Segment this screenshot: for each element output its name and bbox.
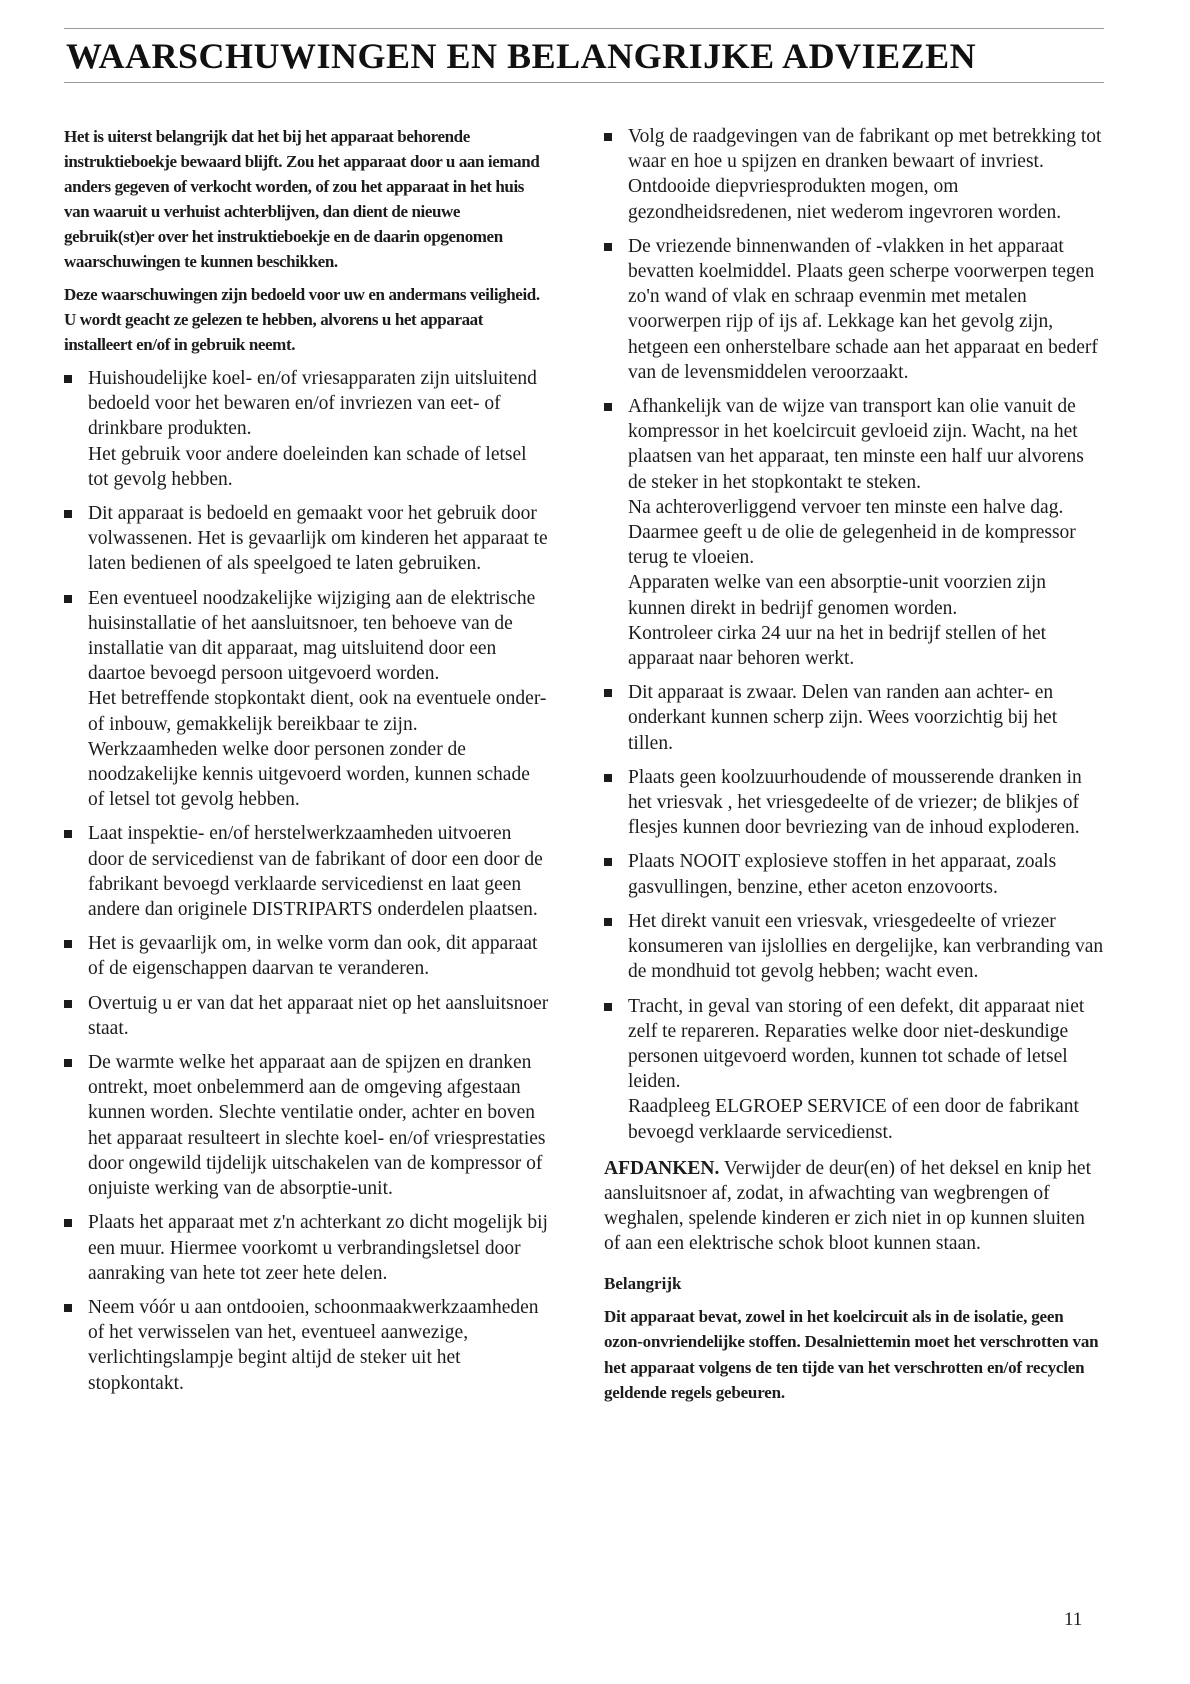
warning-text: Tracht, in geval van storing of een defekt, dit apparaat niet zelf te repareren. Reparaties welke door niet-deskundige personen uitgevoerd worden, kunnen tot schade of letsel leiden. xyxy=(628,995,1085,1093)
warning-text: Plaats het apparaat met z'n achterkant zo dicht mogelijk bij een muur. Hiermee voorkomt u verbrandingsletsel door aanraking van hete tot zeer hete delen. xyxy=(88,1212,548,1284)
warning-text: Ontdooide diepvriesprodukten mogen, om gezondheidsredenen, niet wederom ingevroren worden. xyxy=(628,176,1062,223)
square-bullet-icon xyxy=(604,1003,612,1011)
square-bullet-icon xyxy=(64,1219,72,1227)
disposal-label: AFDANKEN. xyxy=(604,1157,720,1179)
right-warning-list xyxy=(604,124,1104,1145)
left-column xyxy=(64,124,550,1396)
warning-text: Werkzaamheden welke door personen zonder de noodzakelijke kennis uitgevoerd worden, kunnen schade of letsel tot gevolg hebben. xyxy=(88,738,530,811)
warning-item xyxy=(64,1210,550,1286)
square-bullet-icon xyxy=(604,774,612,782)
warning-text: Volg de raadgevingen van de fabrikant op met betrekking tot waar en hoe u spijzen en dranken bewaart of invriest. xyxy=(628,126,1102,173)
square-bullet-icon xyxy=(64,375,72,383)
important-heading: Belangrijk xyxy=(604,1273,682,1293)
warning-item xyxy=(604,765,1104,841)
square-bullet-icon xyxy=(604,858,612,866)
warning-item xyxy=(604,849,1104,899)
square-bullet-icon xyxy=(64,510,72,518)
warning-text: Dit apparaat is zwaar. Delen van randen aan achter- en onderkant kunnen scherp zijn. Wees voorzichtig bij het tillen. xyxy=(628,682,1058,754)
warning-item xyxy=(64,1050,550,1201)
important-note: Dit apparaat bevat, zowel in het koelcircuit als in de isolatie, geen ozon-onvriendelijke stoffen. Desalniettemin moet het verschrotten van het apparaat volgens de ten tijde van het verschrotten en/of recyclen geldende regels gebeuren. xyxy=(604,1306,1099,1403)
warning-item xyxy=(64,991,550,1041)
disposal-text: Verwijder de deur(en) of het deksel en knip het aansluitsnoer af, zodat, in afwachting van wegbrengen of weghalen, spelende kinderen er zich niet in op kunnen sluiten of aan een elektrische schok bloot kunnen staan. xyxy=(604,1157,1092,1255)
square-bullet-icon xyxy=(64,1000,72,1008)
warning-text: Een eventueel noodzakelijke wijziging aan de elektrische huisinstallatie of het aansluitsnoer, ten behoeve van de installatie van dit apparaat, mag uitsluitend door een daartoe bevoegd persoon uitgevoerd worden. xyxy=(88,587,536,685)
warning-item xyxy=(64,821,550,922)
warning-item xyxy=(604,909,1104,985)
warning-text: Laat inspektie- en/of herstelwerkzaamheden uitvoeren door de servicedienst van de fabrikant of door een door de fabrikant bevoegd verklaarde servicedienst en laat geen andere dan originele DISTRIPARTS onderdelen plaatsen. xyxy=(88,823,543,921)
warning-text: Na achteroverliggend vervoer ten minste een halve dag. Daarmee geeft u de olie de gelegenheid in de kompressor terug te vloeien. xyxy=(628,496,1076,569)
page-number: 11 xyxy=(1064,1609,1083,1630)
warning-item xyxy=(604,394,1104,671)
warning-text: De warmte welke het apparaat aan de spijzen en dranken ontrekt, moet onbelemmerd aan de omgeving afgestaan kunnen worden. Slechte ventilatie onder, achter en boven het apparaat resulteert in slechte koel- en/of vriesprestaties door ongewild tijdelijk uitschakelen van de kompressor of onjuiste werking van de absorptie-unit. xyxy=(88,1052,546,1200)
warning-text: Huishoudelijke koel- en/of vriesapparaten zijn uitsluitend bedoeld voor het bewaren en/of invriezen van eet- of drinkbare produkten. xyxy=(88,368,537,440)
square-bullet-icon xyxy=(64,830,72,838)
square-bullet-icon xyxy=(64,595,72,603)
warning-item xyxy=(604,680,1104,756)
warning-text: Afhankelijk van de wijze van transport kan olie vanuit de kompressor in het koelcircuit gevloeid zijn. Wacht, na het plaatsen van het apparaat, ten minste een half uur alvorens de steker in het stopkontakt te steken. xyxy=(628,396,1084,493)
square-bullet-icon xyxy=(64,940,72,948)
warning-text: Het is gevaarlijk om, in welke vorm dan ook, dit apparaat of de eigenschappen daarvan te veranderen. xyxy=(88,933,538,980)
square-bullet-icon xyxy=(64,1304,72,1312)
warning-item xyxy=(64,931,550,981)
square-bullet-icon xyxy=(604,403,612,411)
square-bullet-icon xyxy=(604,918,612,926)
warning-text: Het betreffende stopkontakt dient, ook na eventuele onder- of inbouw, gemakkelijk bereikbaar te zijn. xyxy=(88,688,547,735)
warning-item xyxy=(64,366,550,492)
warning-item xyxy=(64,1295,550,1396)
warning-item xyxy=(64,501,550,577)
square-bullet-icon xyxy=(64,1059,72,1067)
title-rule-bottom xyxy=(64,82,1104,83)
warning-text: Het gebruik voor andere doeleinden kan schade of letsel tot gevolg hebben. xyxy=(88,443,527,490)
intro-paragraph: Het is uiterst belangrijk dat het bij het apparaat behorende instruktieboekje bewaard blijft. Zou het apparaat door u aan iemand anders gegeven of verkocht worden, of zou het apparaat in het huis van waaruit u verhuist achterblijven, dan dient de nieuwe gebruik(st)er over het instruktieboekje en de daarin opgenomen waarschuwingen te kunnen beschikken. xyxy=(64,127,540,271)
warning-item xyxy=(604,234,1104,385)
warning-text: Neem vóór u aan ontdooien, schoonmaakwerkzaamheden of het verwisselen van het, eventueel aanwezige, verlichtingslampje begint altijd de steker uit het stopkontakt. xyxy=(88,1296,539,1394)
warning-item xyxy=(604,994,1104,1145)
title-rule-top xyxy=(64,28,1104,29)
warning-text: Dit apparaat is bedoeld en gemaakt voor het gebruik door volwassenen. Het is gevaarlijk om kinderen het apparaat te laten bedienen of als speelgoed te laten gebruiken. xyxy=(88,503,548,575)
warning-item xyxy=(64,586,550,813)
warning-text: Overtuig u er van dat het apparaat niet op het aansluitsnoer staat. xyxy=(88,992,549,1039)
warning-text: De vriezende binnenwanden of -vlakken in het apparaat bevatten koelmiddel. Plaats geen scherpe voorwerpen tegen zo'n wand of vlak en schraap evenmin met metalen voorwerpen rijp of ijs af. Lekkage kan het gevolg zijn, hetgeen een onherstelbare schade aan het apparaat en bederf van de levensmiddelen veroorzaakt. xyxy=(628,235,1098,383)
left-warning-list xyxy=(64,366,550,1396)
safety-intro-paragraph: Deze waarschuwingen zijn bedoeld voor uw en andermans veiligheid. U wordt geacht ze gelezen te hebben, alvorens u het apparaat installeert en/of in gebruik neemt. xyxy=(64,285,540,354)
square-bullet-icon xyxy=(604,243,612,251)
right-column xyxy=(604,124,1104,1406)
warning-text: Plaats geen koolzuurhoudende of mousserende dranken in het vriesvak , het vriesgedeelte of de vriezer; de blikjes of flesjes kunnen door bevriezing van de inhoud exploderen. xyxy=(628,766,1082,839)
disposal-paragraph xyxy=(604,1156,1104,1257)
square-bullet-icon xyxy=(604,133,612,141)
warning-text: Apparaten welke van een absorptie-unit voorzien zijn kunnen direkt in bedrijf genomen worden. xyxy=(628,572,1047,619)
warning-text: Plaats NOOIT explosieve stoffen in het apparaat, zoals gasvullingen, benzine, ether aceton enzovoorts. xyxy=(628,851,1057,898)
warning-text: Het direkt vanuit een vriesvak, vriesgedeelte of vriezer konsumeren van ijslollies en dergelijke, kan verbranding van de mondhuid tot gevolg hebben; wacht even. xyxy=(628,910,1104,983)
square-bullet-icon xyxy=(604,689,612,697)
page-title: WAARSCHUWINGEN EN BELANGRIJKE ADVIEZEN xyxy=(66,36,977,76)
warning-item xyxy=(604,124,1104,225)
warning-text: Kontroleer cirka 24 uur na het in bedrijf stellen of het apparaat naar behoren werkt. xyxy=(628,622,1047,670)
warning-text: Raadpleeg ELGROEP SERVICE of een door de fabrikant bevoegd verklaarde servicedienst. xyxy=(628,1096,1079,1143)
